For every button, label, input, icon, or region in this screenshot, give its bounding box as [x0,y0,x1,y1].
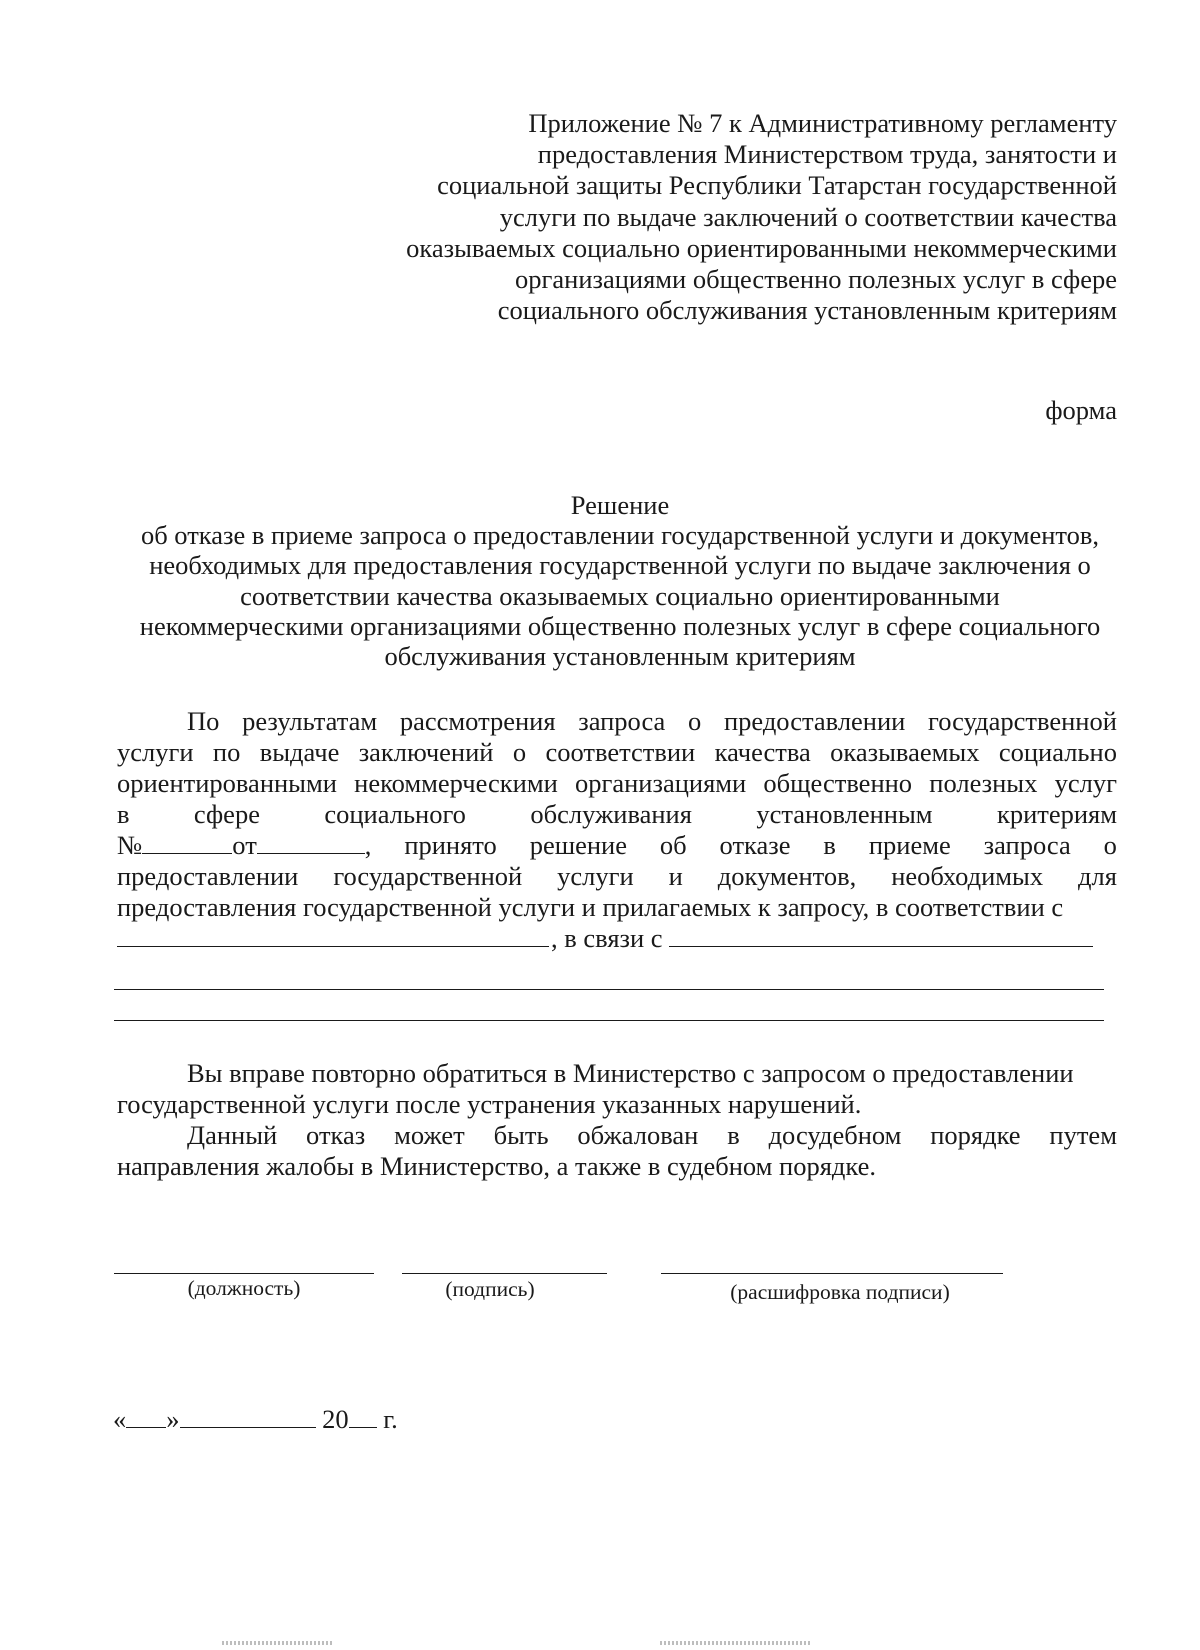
word: обслуживания [530,799,692,829]
word: быть [493,1120,549,1150]
word: услуг [1054,768,1117,798]
reason-line-2[interactable] [114,989,1104,990]
scan-artifact [660,1641,810,1645]
reason-line-3[interactable] [114,1020,1104,1021]
word: в [117,799,130,829]
word: порядке [930,1120,1021,1150]
word: качества [714,737,811,767]
body-text: направления жалобы в Министерство, а также в судебном порядке. [117,1151,876,1181]
reason-blank[interactable] [669,924,1093,947]
word: предоставлении [723,706,906,736]
position-signature-line[interactable] [114,1273,374,1274]
word: государственной [928,706,1117,736]
title-line-5: обслуживания установленным критериям [384,641,856,672]
header-line-3: социальной защиты Республики Татарстан государственной [437,170,1117,201]
word: отказе [719,830,791,860]
word: решение [529,830,627,860]
word: рассмотрения [399,706,556,736]
word: в [823,830,836,860]
word: для [1078,861,1117,891]
word: сфере [193,799,260,829]
close-quote: » [166,1404,180,1434]
number-sign: № [117,830,143,860]
word: досудебном [768,1120,902,1150]
word: результатам [242,706,378,736]
word: соответствии [545,737,696,767]
appendix-header [300,108,1117,326]
word: организациями [574,768,747,798]
word: услуги [117,737,194,767]
signature-label: (подпись) [445,1277,535,1301]
word: о [1103,830,1117,860]
date-blank[interactable] [257,831,365,854]
word: может [394,1120,465,1150]
body-line-3 [117,768,1117,799]
word: запроса [983,830,1071,860]
position-label: (должность) [187,1276,301,1300]
reference-blank[interactable] [117,924,549,947]
word: запроса [578,706,666,736]
word: общественно [763,768,913,798]
word: выдаче [259,737,340,767]
number-field[interactable] [117,830,371,861]
decoding-label: (расшифровка подписи) [730,1280,950,1304]
date-line [113,1404,398,1435]
title-line-3: соответствии качества оказываемых социально ориентированными [240,580,1000,611]
word: социально [998,737,1117,767]
word: государственной [333,861,523,891]
body-line-6 [117,861,1117,892]
body-line-1 [187,706,1117,737]
year-suffix: г. [383,1404,398,1434]
word: ориентированными [117,768,337,798]
body-line-2 [117,737,1117,768]
header-line-4: услуги по выдаче заключений о соответствии качества [499,201,1117,232]
form-label: форма [1045,395,1117,425]
word: критериям [996,799,1117,829]
year-prefix: 20 [322,1404,349,1434]
open-quote: « [113,1404,127,1434]
word: приеме [868,830,951,860]
word: установленным [756,799,933,829]
body-line-5 [117,830,1117,861]
word: Данный [187,1120,278,1150]
body-text: государственной услуги после устранения указанных нарушений. [117,1089,862,1119]
word: социального [324,799,466,829]
signature-line[interactable] [402,1273,607,1274]
word: заключений [358,737,494,767]
word: полезных [929,768,1038,798]
word: услуги [557,861,634,891]
word: по [212,737,241,767]
decision-title [100,490,1140,671]
word: принято [404,830,497,860]
body-text: предоставления государственной услуги и прилагаемых к запросу, в соответствии с [117,892,1064,922]
word: об [659,830,687,860]
body-line-11 [187,1120,1117,1151]
word: обжалован [577,1120,699,1150]
body-line-12 [117,1151,1117,1182]
title-line-2: необходимых для предоставления государственной услуги по выдаче заключения о [149,550,1091,581]
header-line-5: оказываемых социально ориентированными некоммерческими [406,232,1117,263]
word: путем [1049,1120,1117,1150]
word: документов, [717,861,857,891]
body-line-9 [187,1058,1117,1089]
word: предоставлении [117,861,299,891]
header-line-2: предоставления Министерством труда, занятости и [537,139,1117,170]
word: оказываемых [830,737,980,767]
word: некоммерческими [354,768,558,798]
word: о [512,737,527,767]
comma: , [364,830,372,860]
title-line-4: некоммерческими организациями общественно полезных услуг в сфере социального [139,610,1101,641]
body-line-8 [117,923,1117,954]
word: необходимых [891,861,1044,891]
year-blank[interactable] [349,1405,377,1428]
word: и [668,861,683,891]
header-line-6: организациями общественно полезных услуг в сфере [515,264,1117,295]
header-line-1: Приложение № 7 к Административному регламенту [528,108,1117,138]
word: о [688,706,702,736]
body-line-7 [117,892,1117,923]
header-line-7: социального обслуживания установленным критериям [497,295,1117,326]
title-line-1: об отказе в приеме запроса о предоставлении государственной услуги и документов, [140,520,1100,551]
in-connection-with: , в связи с [551,923,663,953]
body-line-10 [117,1089,1117,1120]
body-line-4 [117,799,1117,830]
number-blank[interactable] [142,831,232,854]
from-word: от [232,830,257,860]
title-heading: Решение [570,490,670,520]
month-blank[interactable] [180,1405,316,1428]
word: отказ [306,1120,366,1150]
word: в [727,1120,740,1150]
decoding-signature-line[interactable] [661,1273,1003,1274]
day-blank[interactable] [126,1405,166,1428]
body-text: Вы вправе повторно обратиться в Министерство с запросом о предоставлении [187,1058,1074,1088]
word: По [187,706,220,736]
scan-artifact [222,1641,332,1645]
